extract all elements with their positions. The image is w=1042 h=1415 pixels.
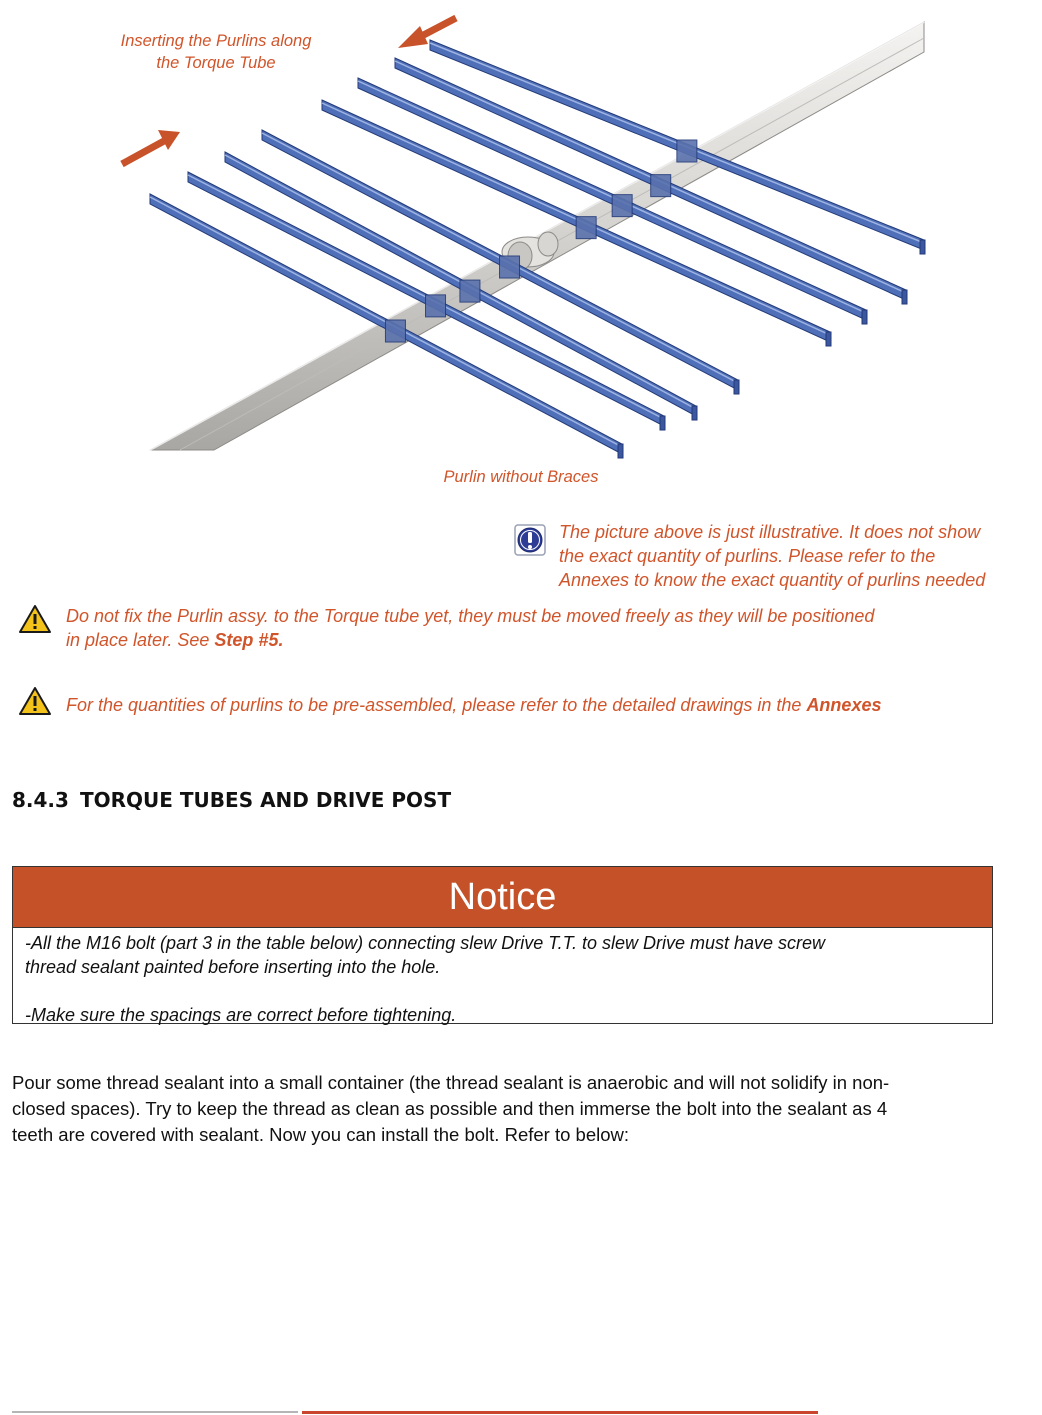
- warning-text: [66, 604, 986, 652]
- info-line: Annexes to know the exact quantity of purlins needed: [559, 570, 986, 590]
- notice-body: [13, 928, 992, 1027]
- warning-line-prefix: in place later. See: [66, 630, 215, 650]
- paragraph-line: closed spaces). Try to keep the thread as clean as possible and then immerse the bolt into the sealant as 4: [12, 1098, 888, 1119]
- footer-divider: [12, 1411, 298, 1413]
- purlin-assembly-figure: [0, 0, 1042, 460]
- section-title: TORQUE TUBES AND DRIVE POST: [80, 788, 452, 812]
- warning-triangle-icon: [18, 686, 52, 716]
- info-line: The picture above is just illustrative. It does not show: [559, 522, 981, 542]
- exclamation-info-icon: [514, 524, 546, 556]
- warning-text-prefix: For the quantities of purlins to be pre-assembled, please refer to the detailed drawings in the: [66, 695, 807, 715]
- info-line: the exact quantity of purlins. Please refer to the: [559, 546, 936, 566]
- annotation-line: Inserting the Purlins along: [120, 32, 312, 50]
- warning-line: [66, 628, 986, 652]
- step-reference: Step #5.: [214, 630, 284, 650]
- figure-caption: Purlin without Braces: [443, 468, 599, 486]
- footer-accent-divider: [302, 1411, 818, 1414]
- notice-line: thread sealant painted before inserting into the hole.: [25, 957, 441, 977]
- section-heading: [12, 788, 451, 812]
- notice-box: [12, 866, 993, 1024]
- notice-title: Notice: [13, 867, 992, 928]
- insert-arrow-right: [122, 130, 180, 164]
- annexes-reference: Annexes: [806, 695, 882, 715]
- section-number: 8.4.3: [12, 788, 69, 812]
- notice-line: -Make sure the spacings are correct before tightening.: [25, 1005, 457, 1025]
- notice-line: -All the M16 bolt (part 3 in the table below) connecting slew Drive T.T. to slew Drive must have screw: [25, 933, 826, 953]
- info-note-text: [559, 520, 1034, 592]
- paragraph-line: teeth are covered with sealant. Now you can install the bolt. Refer to below:: [12, 1124, 630, 1145]
- paragraph-line: Pour some thread sealant into a small container (the thread sealant is anaerobic and will not solidify in non-: [12, 1072, 890, 1093]
- body-paragraph: [12, 1070, 1034, 1148]
- warning-text: [66, 693, 986, 717]
- figure-annotation: [96, 30, 336, 74]
- insert-arrow-left: [398, 18, 456, 48]
- warning-triangle-icon: [18, 604, 52, 634]
- annotation-line: the Torque Tube: [156, 54, 276, 72]
- warning-line: Do not fix the Purlin assy. to the Torque tube yet, they must be moved freely as they will be positioned: [66, 606, 875, 626]
